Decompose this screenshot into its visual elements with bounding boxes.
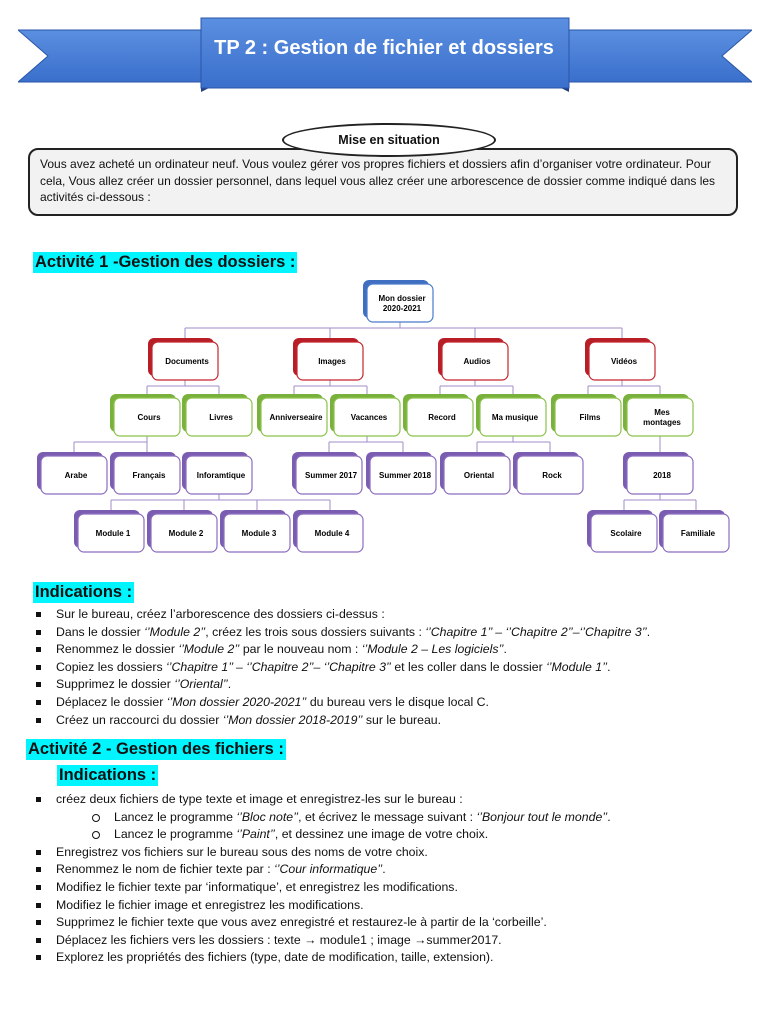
list-item: créez deux fichiers de type texte et image et enregistrez-les sur le bureau : Lancez le programme ‘’Bloc note’’, et écrivez le message suivant : ‘’Bonjour tout le monde’’. Lancez le programme ‘’Paint’’, et dessinez une image de votre choix. — [28, 791, 611, 844]
list-item: Déplacez le dossier ‘’Mon dossier 2020-2021’’ du bureau vers le disque local C. — [28, 694, 650, 712]
tree-node — [74, 510, 144, 552]
list-item: Explorez les propriétés des fichiers (type, date de modification, taille, extension). — [28, 949, 611, 967]
list-item: Dans le dossier ‘’Module 2’’, créez les trois sous dossiers suivants : ‘’Chapitre 1’’ – ‘’Chapitre 2’’–‘’Chapitre 3’’. — [28, 624, 650, 642]
tree-node — [476, 394, 546, 436]
tree-node — [513, 452, 583, 494]
list-item: Renommez le dossier ‘’Module 2’’ par le nouveau nom : ‘’Module 2 – Les logiciels’’. — [28, 641, 650, 659]
svg-text:Module 4: Module 4 — [314, 529, 350, 538]
indications2-heading: Indications : — [59, 766, 157, 784]
tree-node — [403, 394, 473, 436]
svg-text:Français: Français — [132, 471, 166, 480]
folder-tree-diagram — [0, 270, 768, 565]
svg-text:Cours: Cours — [137, 413, 161, 422]
svg-text:montages: montages — [643, 418, 681, 427]
page-title: TP 2 : Gestion de fichier et dossiers — [214, 36, 554, 59]
tree-node — [182, 394, 252, 436]
svg-text:Mes: Mes — [654, 408, 670, 417]
activity1-heading: Activité 1 -Gestion des dossiers : — [35, 253, 296, 271]
tree-node — [440, 452, 510, 494]
tree-node — [148, 338, 218, 380]
list-item: Sur le bureau, créez l’arborescence des dossiers ci-dessus : — [28, 606, 650, 624]
tree-node — [257, 394, 327, 436]
svg-text:Films: Films — [579, 413, 601, 422]
tree-node — [366, 452, 436, 494]
tree-node — [293, 338, 363, 380]
svg-text:Familiale: Familiale — [680, 529, 716, 538]
tree-node — [220, 510, 290, 552]
svg-text:Anniverseaire: Anniverseaire — [269, 413, 323, 422]
list-item: Copiez les dossiers ‘’Chapitre 1’’ – ‘’Chapitre 2’’– ‘’Chapitre 3’’ et les coller dans le dossier ‘’Module 1’’. — [28, 659, 650, 677]
svg-text:Rock: Rock — [542, 471, 562, 480]
svg-text:Inforamtique: Inforamtique — [196, 471, 246, 480]
list-item: Créez un raccourci du dossier ‘’Mon dossier 2018-2019’’ sur le bureau. — [28, 712, 650, 730]
svg-text:Module 1: Module 1 — [95, 529, 131, 538]
intro-text: Vous avez acheté un ordinateur neuf. Vous voulez gérer vos propres fichiers et dossiers afin d’organiser votre ordinateur. Pour cela, Vous allez créer un dossier personnel, dans lequel vous allez créer une arborescence de dossier comme indiqué dans les activités ci-dessous : — [28, 148, 738, 216]
list-item: Déplacez les fichiers vers les dossiers : texte → module1 ; image →summer2017. — [28, 932, 611, 950]
sub-list-item: Lancez le programme ‘’Bloc note’’, et écrivez le message suivant : ‘’Bonjour tout le monde’’. — [56, 809, 611, 827]
activity1-instructions — [28, 606, 650, 729]
svg-text:Scolaire: Scolaire — [610, 529, 642, 538]
svg-text:Summer 2017: Summer 2017 — [304, 471, 358, 480]
tree-node — [623, 452, 693, 494]
tree-node — [659, 510, 729, 552]
tree-node — [585, 338, 655, 380]
svg-text:2020-2021: 2020-2021 — [382, 304, 422, 313]
svg-text:Ma musique: Ma musique — [491, 413, 539, 422]
svg-text:Vacances: Vacances — [350, 413, 388, 422]
list-item: Modifiez le fichier image et enregistrez les modifications. — [28, 897, 611, 915]
tree-node — [110, 452, 180, 494]
list-item: Enregistrez vos fichiers sur le bureau sous des noms de votre choix. — [28, 844, 611, 862]
tree-node — [292, 452, 362, 494]
svg-text:Images: Images — [318, 357, 346, 366]
tree-node — [293, 510, 363, 552]
svg-text:Vidéos: Vidéos — [610, 357, 638, 366]
svg-text:Documents: Documents — [165, 357, 209, 366]
svg-text:Module 2: Module 2 — [168, 529, 204, 538]
tree-node — [623, 394, 693, 436]
svg-text:Summer 2018: Summer 2018 — [378, 471, 432, 480]
svg-text:Module 3: Module 3 — [241, 529, 277, 538]
list-item: Supprimez le fichier texte que vous avez enregistré et restaurez-le à partir de la ‘corbeille’. — [28, 914, 611, 932]
svg-text:Mon dossier: Mon dossier — [378, 294, 426, 303]
tree-node — [587, 510, 657, 552]
tree-node — [110, 394, 180, 436]
tree-node — [330, 394, 400, 436]
list-item: Supprimez le dossier ‘’Oriental’’. — [28, 676, 650, 694]
svg-text:Audios: Audios — [463, 357, 491, 366]
activity2-instructions — [28, 791, 611, 967]
svg-text:Arabe: Arabe — [64, 471, 88, 480]
list-item: Renommez le nom de fichier texte par : ‘’Cour informatique’’. — [28, 861, 611, 879]
section-label: Mise en situation — [282, 123, 496, 157]
sub-list — [56, 809, 611, 844]
list-item: Modifiez le fichier texte par ‘informatique’, et enregistrez les modifications. — [28, 879, 611, 897]
tree-node — [182, 452, 252, 494]
svg-text:Record: Record — [428, 413, 456, 422]
sub-list-item: Lancez le programme ‘’Paint’’, et dessinez une image de votre choix. — [56, 826, 611, 844]
tree-node — [551, 394, 621, 436]
svg-text:Oriental: Oriental — [463, 471, 495, 480]
tree-node — [438, 338, 508, 380]
tree-node — [37, 452, 107, 494]
activity2-heading: Activité 2 - Gestion des fichiers : — [28, 740, 284, 758]
indications1-heading: Indications : — [35, 583, 133, 601]
svg-text:Livres: Livres — [209, 413, 233, 422]
tree-node — [147, 510, 217, 552]
svg-text:2018: 2018 — [653, 471, 671, 480]
tree-node — [363, 280, 433, 322]
